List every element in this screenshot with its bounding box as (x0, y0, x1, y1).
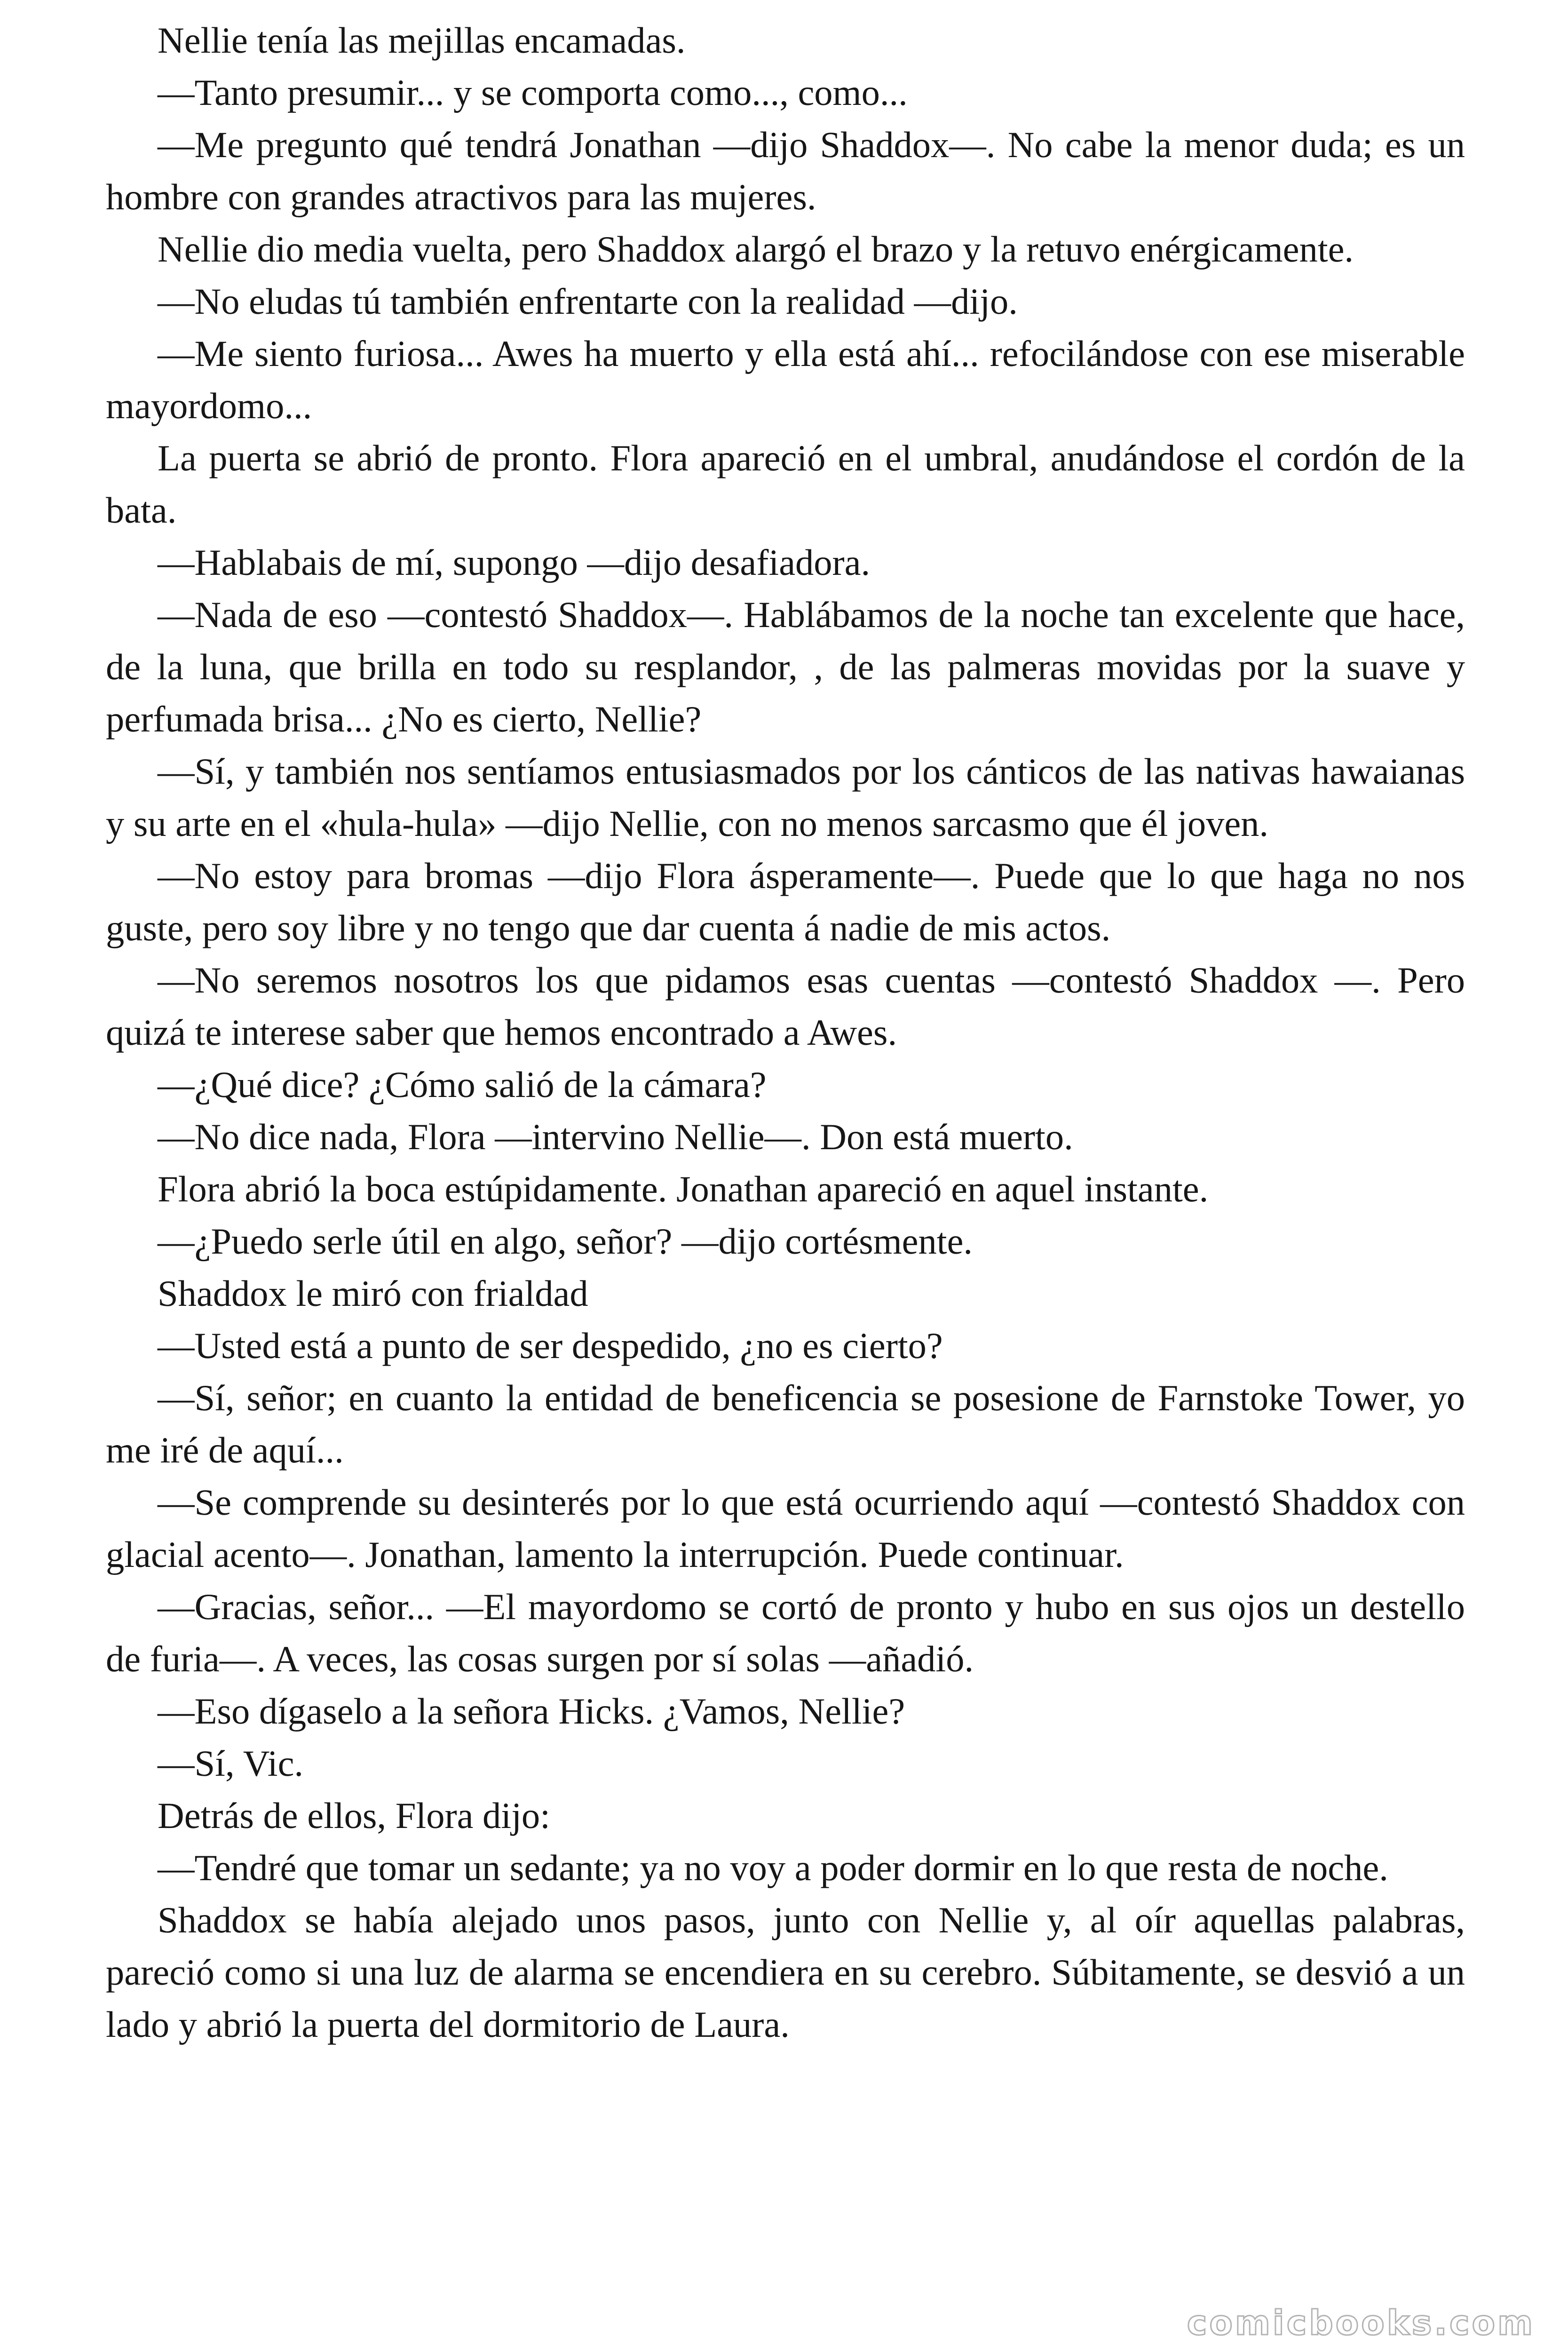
paragraph: Detrás de ellos, Flora dijo: (158, 1795, 550, 1836)
paragraph: —Eso dígaselo a la señora Hicks. ¿Vamos, Nellie? (158, 1691, 905, 1732)
paragraph: —¿Puedo serle útil en algo, señor? —dijo cortésmente. (158, 1221, 973, 1262)
paragraph: —¿Qué dice? ¿Cómo salió de la cámara? (158, 1064, 767, 1105)
paragraph: —Usted está a punto de ser despedido, ¿no es cierto? (158, 1325, 943, 1366)
paragraph: —Sí, señor; en cuanto la entidad de beneficencia se posesione de Farnstoke Tower, yo me iré de aquí... (106, 1377, 1465, 1470)
paragraph: —Me pregunto qué tendrá Jonathan —dijo Shaddox—. No cabe la menor duda; es un hombre con grandes atractivos para las mujeres. (106, 124, 1465, 217)
paragraph: Nellie dio media vuelta, pero Shaddox alargó el brazo y la retuvo enérgicamente. (158, 229, 1354, 270)
paragraph: —Me siento furiosa... Awes ha muerto y ella está ahí... refocilándose con ese miserable mayordomo... (106, 333, 1465, 426)
paragraph: —No seremos nosotros los que pidamos esas cuentas —contestó Shaddox —. Pero quizá te interese saber que hemos encontrado a Awes. (106, 960, 1465, 1053)
paragraph: —Se comprende su desinterés por lo que está ocurriendo aquí —contestó Shaddox con glacial acento—. Jonathan, lamento la interrupción. Puede continuar. (106, 1482, 1465, 1575)
paragraph: —No eludas tú también enfrentarte con la realidad —dijo. (158, 281, 1018, 322)
paragraph: Nellie tenía las mejillas encamadas. (158, 20, 686, 61)
paragraph: —Nada de eso —contestó Shaddox—. Hablábamos de la noche tan excelente que hace, de la luna, que brilla en todo su resplandor, , de las palmeras movidas por la suave y perfumada brisa... ¿No es cierto, Nellie? (106, 594, 1465, 739)
paragraph: Shaddox se había alejado unos pasos, junto con Nellie y, al oír aquellas palabras, pareció como si una luz de alarma se encendiera en su cerebro. Súbitamente, se desvió a un lado y abrió la puerta del dormitorio de Laura. (106, 1899, 1465, 2045)
paragraph: —Sí, Vic. (158, 1743, 304, 1784)
paragraph: —No dice nada, Flora —intervino Nellie—. Don está muerto. (158, 1116, 1073, 1157)
paragraph: —Hablabais de mí, supongo —dijo desafiadora. (158, 542, 871, 583)
paragraph: —Gracias, señor... —El mayordomo se cortó de pronto y hubo en sus ojos un destello de furia—. A veces, las cosas surgen por sí solas —añadió. (106, 1586, 1465, 1679)
paragraph: Shaddox le miró con frialdad (158, 1273, 588, 1314)
paragraph: Flora abrió la boca estúpidamente. Jonathan apareció en aquel instante. (158, 1168, 1209, 1209)
paragraph: —Tendré que tomar un sedante; ya no voy a poder dormir en lo que resta de noche. (158, 1847, 1388, 1888)
paragraph: —Tanto presumir... y se comporta como..., como... (158, 72, 908, 113)
paragraph: —Sí, y también nos sentíamos entusiasmados por los cánticos de las nativas hawaianas y su arte en el «hula-hula» —dijo Nellie, con no menos sarcasmo que él joven. (106, 751, 1465, 844)
paragraph: —No estoy para bromas —dijo Flora ásperamente—. Puede que lo que haga no nos guste, pero soy libre y no tengo que dar cuenta á nadie de mis actos. (106, 855, 1465, 948)
watermark: comicbooks.com (1187, 2303, 1535, 2343)
page-text (106, 14, 1465, 2050)
paragraph: La puerta se abrió de pronto. Flora apareció en el umbral, anudándose el cordón de la bata. (106, 437, 1465, 531)
